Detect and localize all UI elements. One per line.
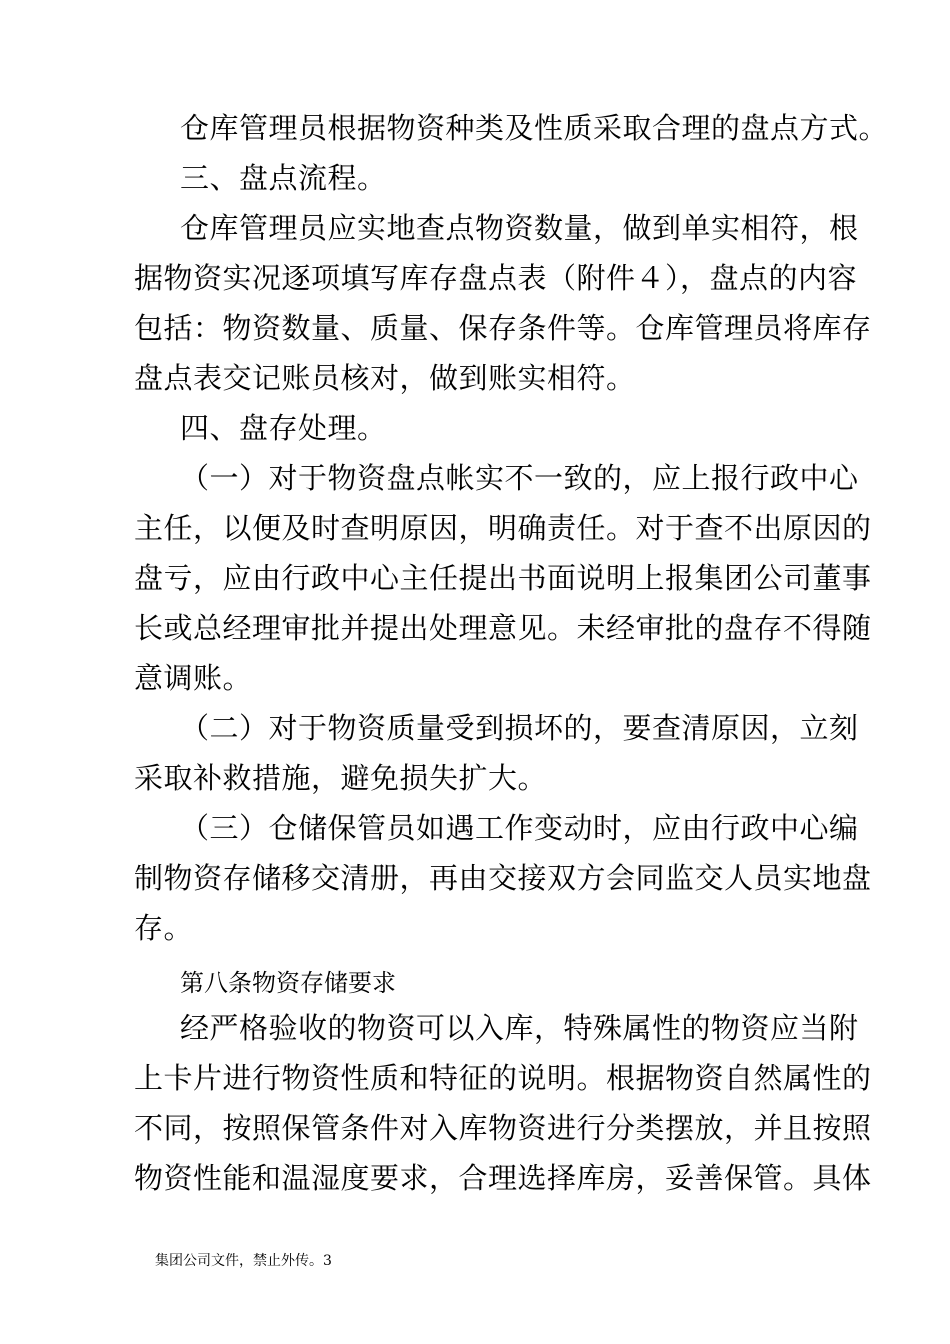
paragraph-line: 物资性能和温湿度要求，合理选择库房，妥善保管。具体 [134,1161,872,1195]
paragraph-line: 仓库管理员应实地查点物资数量，做到单实相符，根 [180,211,859,245]
page-footer: 集团公司文件，禁止外传。3 [155,1253,332,1269]
paragraph-line: （三）仓储保管员如遇工作变动时，应由行政中心编 [180,811,859,845]
paragraph-line: 盘亏，应由行政中心主任提出书面说明上报集团公司董事 [134,561,872,595]
paragraph-line: 制物资存储移交清册，再由交接双方会同监交人员实地盘 [134,861,872,895]
section-heading: 四、盘存处理。 [180,411,387,445]
paragraph-line: 仓库管理员根据物资种类及性质采取合理的盘点方式。 [180,111,889,145]
paragraph-line: （一）对于物资盘点帐实不一致的，应上报行政中心 [180,461,859,495]
paragraph-line: 据物资实况逐项填写库存盘点表（附件４），盘点的内容 [134,261,858,295]
paragraph-line: 意调账。 [134,661,253,695]
paragraph-line: 长或总经理审批并提出处理意见。未经审批的盘存不得随 [134,611,872,645]
paragraph-line: 上卡片进行物资性质和特征的说明。根据物资自然属性的 [134,1061,872,1095]
paragraph-line: （二）对于物资质量受到损坏的，要查清原因，立刻 [180,711,859,745]
paragraph-line: 盘点表交记账员核对，做到账实相符。 [134,361,636,395]
paragraph-line: 不同，按照保管条件对入库物资进行分类摆放，并且按照 [134,1111,872,1145]
article-heading: 第八条物资存储要求 [180,969,396,997]
section-heading: 三、盘点流程。 [180,161,387,195]
paragraph-line: 经严格验收的物资可以入库，特殊属性的物资应当附 [180,1011,859,1045]
paragraph-line: 主任，以便及时查明原因，明确责任。对于查不出原因的 [134,511,872,545]
paragraph-line: 存。 [134,911,194,945]
paragraph-line: 包括：物资数量、质量、保存条件等。仓库管理员将库存 [134,311,872,345]
paragraph-line: 采取补救措施，避免损失扩大。 [134,761,548,795]
